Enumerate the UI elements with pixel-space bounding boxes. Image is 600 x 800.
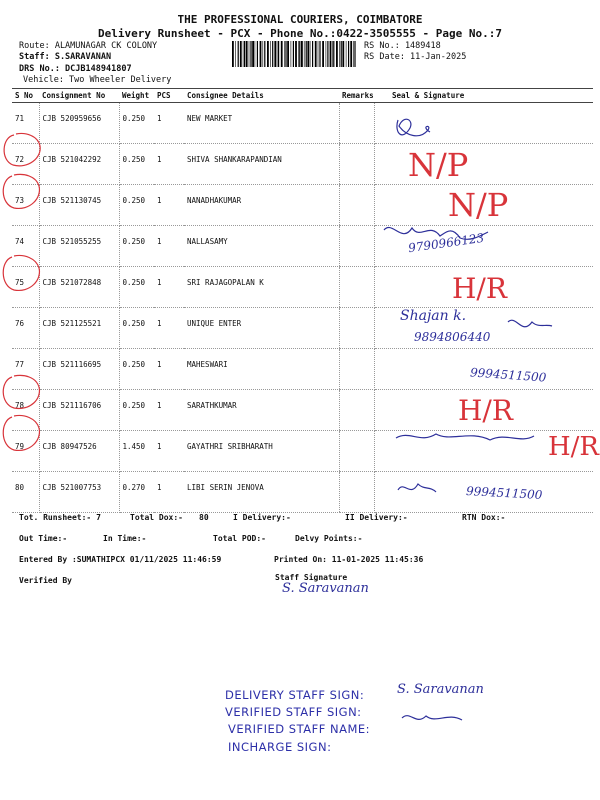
red-circle-73 [3, 174, 39, 208]
cell-consignee: SARATHKUMAR [184, 390, 339, 431]
cell-consignee: LIBI SERIN JENOVA [184, 472, 339, 513]
tot-runsheet: Tot. Runsheet:- 7 [19, 513, 101, 522]
cell-pcs: 1 [154, 103, 184, 144]
total-dox: Total Dox:- [130, 513, 183, 522]
rs-number: RS No.: 1489418 [364, 41, 441, 51]
cell-pcs: 1 [154, 472, 184, 513]
verified-by: Verified By [19, 576, 72, 585]
cell-sno: 74 [12, 226, 39, 267]
printed-on: Printed On: 11-01-2025 11:45:36 [274, 555, 424, 564]
handwritten-phone-76: 9894806440 [414, 330, 491, 344]
signature-80-scribble [398, 484, 436, 492]
cell-consignee: SRI RAJAGOPALAN K [184, 267, 339, 308]
cell-pcs: 1 [154, 267, 184, 308]
col-consignee: Consignee Details [184, 89, 339, 103]
cell-consignee: NEW MARKET [184, 103, 339, 144]
stamp-sign-scribble [402, 716, 462, 720]
cell-weight: 0.250 [119, 185, 154, 226]
cell-weight: 0.250 [119, 267, 154, 308]
cell-consignee: SHIVA SHANKARAPANDIAN [184, 144, 339, 185]
stamp-handwritten-sign: S. Saravanan [397, 682, 484, 697]
red-circle-75 [3, 256, 39, 291]
cell-consignment: CJB 520959656 [39, 103, 119, 144]
cell-sno: 76 [12, 308, 39, 349]
cell-consignment: CJB 521130745 [39, 185, 119, 226]
stamp-verified-staff-name: VERIFIED STAFF NAME: [228, 722, 371, 736]
handwritten-hr-79: H/R [548, 432, 600, 462]
cell-sno: 75 [12, 267, 39, 308]
cell-consignment: CJB 521125521 [39, 308, 119, 349]
cell-consignee: UNIQUE ENTER [184, 308, 339, 349]
cell-weight: 0.250 [119, 103, 154, 144]
cell-consignment: CJB 521116695 [39, 349, 119, 390]
cell-sno: 72 [12, 144, 39, 185]
cell-pcs: 1 [154, 308, 184, 349]
cell-consignment: CJB 521072848 [39, 267, 119, 308]
cell-pcs: 1 [154, 144, 184, 185]
cell-consignment: CJB 521055255 [39, 226, 119, 267]
rs-date: RS Date: 11-Jan-2025 [364, 52, 467, 62]
in-time: In Time:- [103, 534, 147, 543]
staff: Staff: S.SARAVANAN [19, 52, 112, 62]
cell-pcs: 1 [154, 390, 184, 431]
cell-sno: 73 [12, 185, 39, 226]
cell-pcs: 1 [154, 431, 184, 472]
col-sno: S No [12, 89, 39, 103]
cell-consignee: MAHESWARI [184, 349, 339, 390]
handwritten-phone-74: 9790966123 [407, 230, 485, 256]
ii-delivery: II Delivery:- [345, 513, 408, 522]
cell-consignment: CJB 521042292 [39, 144, 119, 185]
cell-weight: 0.250 [119, 349, 154, 390]
handwritten-np-73: N/P [448, 186, 509, 224]
total-dox-value: 80 [199, 513, 209, 522]
entered-by: Entered By :SUMATHIPCX 01/11/2025 11:46:59 [19, 555, 222, 564]
signature-79-scribble [396, 434, 534, 440]
cell-sno: 78 [12, 390, 39, 431]
stamp-incharge-sign: INCHARGE SIGN: [228, 740, 332, 754]
cell-weight: 0.250 [119, 308, 154, 349]
cell-consignment: CJB 521116706 [39, 390, 119, 431]
col-remarks: Remarks [339, 89, 374, 103]
handwritten-phone-80: 9994511500 [465, 484, 543, 502]
handwritten-np-72: N/P [408, 146, 469, 184]
handwritten-phone-77: 9994511500 [469, 365, 547, 385]
staff-signature-label: Staff Signature [275, 573, 348, 582]
red-circle-79 [3, 416, 39, 451]
route: Route: ALAMUNAGAR CK COLONY [19, 41, 158, 51]
total-pod: Total POD:- [213, 534, 266, 543]
cell-sno: 79 [12, 431, 39, 472]
cell-consignee: NALLASAMY [184, 226, 339, 267]
cell-weight: 0.250 [119, 390, 154, 431]
cell-weight: 1.450 [119, 431, 154, 472]
cell-weight: 0.270 [119, 472, 154, 513]
cell-weight: 0.250 [119, 226, 154, 267]
company-title: THE PROFESSIONAL COURIERS, COIMBATORE [177, 13, 423, 26]
stamp-delivery-staff-sign: DELIVERY STAFF SIGN: [225, 688, 365, 702]
handwritten-name-76: Shajan k. [400, 308, 467, 324]
i-delivery: I Delivery:- [233, 513, 291, 522]
runsheet-subtitle: Delivery Runsheet - PCX - Phone No.:0422-3505555 - Page No.:7 [98, 27, 502, 40]
drs-number: DRS No.: DCJB148941807 [19, 64, 132, 74]
cell-consignee: GAYATHRI SRIBHARATH [184, 431, 339, 472]
rtn-dox: RTN Dox:- [462, 513, 506, 522]
cell-consignment: CJB 521007753 [39, 472, 119, 513]
col-pcs: PCS [154, 89, 184, 103]
col-weight: Weight [119, 89, 154, 103]
signature-71 [397, 119, 430, 136]
vehicle: Vehicle: Two Wheeler Delivery [23, 75, 172, 85]
delvy-points: Delvy Points:- [295, 534, 363, 543]
col-seal-signature: Seal & Signature [374, 89, 593, 103]
red-circle-72 [4, 134, 40, 166]
cell-consignment: CJB 80947526 [39, 431, 119, 472]
cell-sno: 80 [12, 472, 39, 513]
cell-sno: 71 [12, 103, 39, 144]
cell-pcs: 1 [154, 349, 184, 390]
cell-consignee: NANADHAKUMAR [184, 185, 339, 226]
cell-pcs: 1 [154, 185, 184, 226]
staff-signature-handwritten: S. Saravanan [282, 581, 369, 596]
handwritten-hr-78: H/R [458, 394, 513, 427]
col-consignment: Consignment No [39, 89, 119, 103]
stamp-verified-staff-sign: VERIFIED STAFF SIGN: [225, 705, 362, 719]
cell-weight: 0.250 [119, 144, 154, 185]
out-time: Out Time:- [19, 534, 68, 543]
cell-sno: 77 [12, 349, 39, 390]
cell-pcs: 1 [154, 226, 184, 267]
handwritten-hr-75: H/R [452, 272, 507, 305]
signature-76-scribble [508, 320, 552, 327]
red-circle-78 [3, 375, 39, 408]
